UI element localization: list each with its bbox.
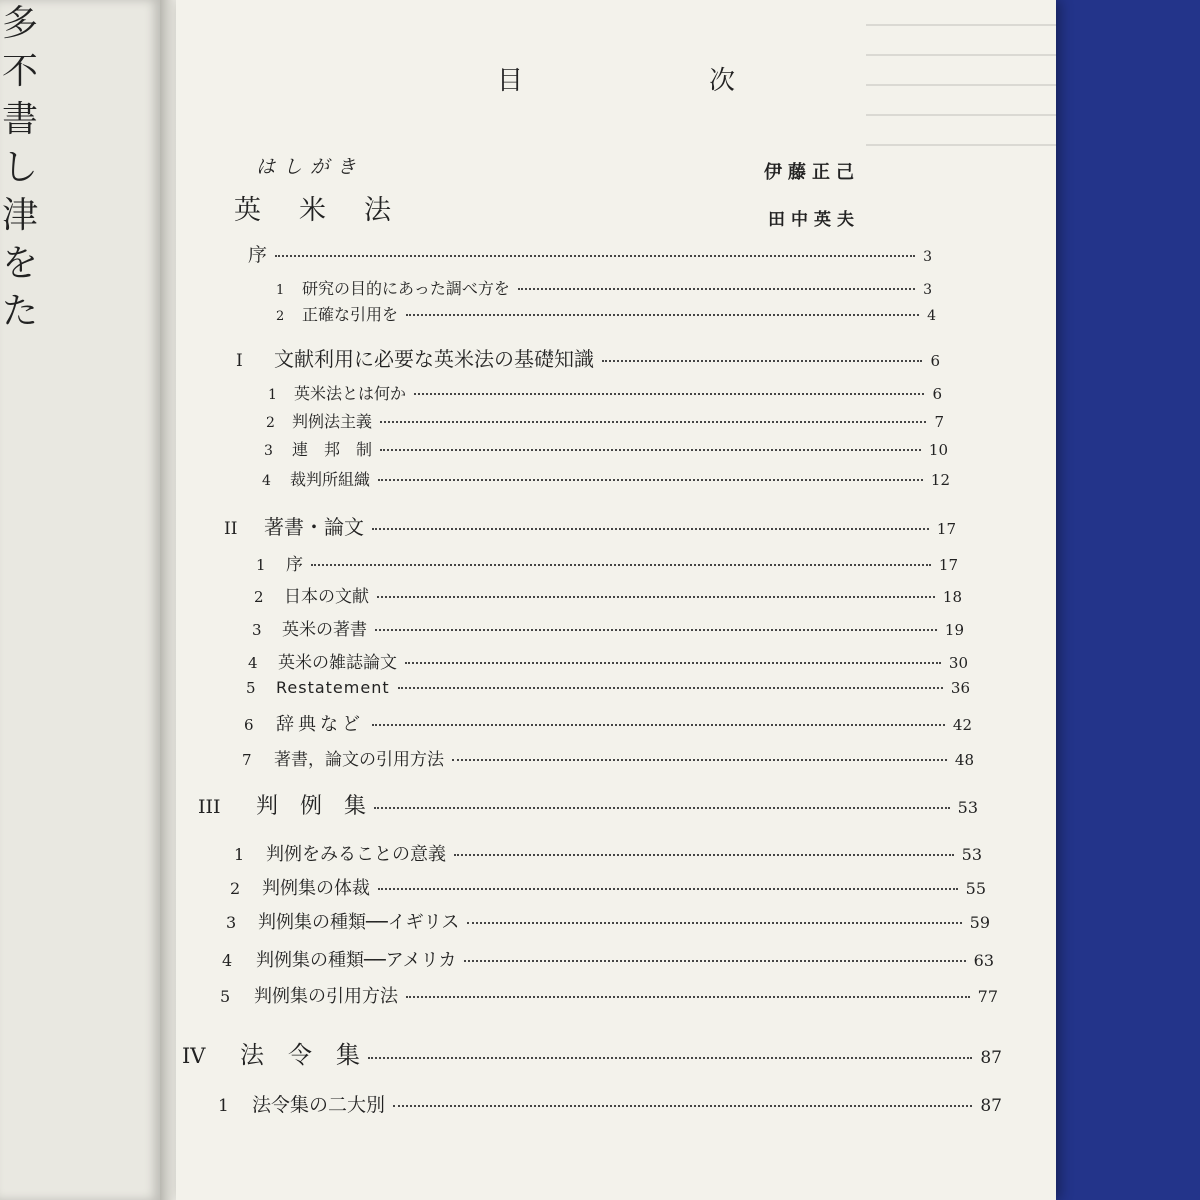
toc-entry xyxy=(220,982,998,1008)
entry-number: 1 xyxy=(234,845,245,864)
toc-entry xyxy=(234,840,982,866)
left-page-char: を xyxy=(2,243,39,284)
toc-entry xyxy=(242,745,974,770)
entry-page: 36 xyxy=(950,679,970,697)
toc-entry xyxy=(198,789,978,820)
entry-page: 3 xyxy=(923,249,932,265)
entry-number: 2 xyxy=(254,588,264,606)
entry-title: 正確な引用を xyxy=(302,305,399,324)
left-page xyxy=(0,0,160,1200)
dot-leader xyxy=(414,393,924,395)
dot-leader xyxy=(380,421,926,423)
entry-title: 判 例 集 xyxy=(256,794,367,819)
dot-leader xyxy=(372,528,929,530)
entry-number: 1 xyxy=(268,387,277,403)
dot-leader xyxy=(405,662,941,664)
toc-entry xyxy=(264,437,948,460)
entry-number: 6 xyxy=(244,716,254,734)
entry-page: 10 xyxy=(928,441,948,459)
entry-title: 英米法とは何か xyxy=(294,384,407,403)
entry-title: 序 xyxy=(286,555,303,575)
dot-leader xyxy=(467,922,961,924)
entry-page: 30 xyxy=(948,654,968,672)
toc-entry xyxy=(262,467,950,490)
dot-leader xyxy=(518,288,915,290)
left-page-char: 多 xyxy=(2,3,39,44)
toc-entry xyxy=(268,381,942,404)
entry-number: I xyxy=(236,351,243,371)
entry-title: 序 xyxy=(248,244,268,266)
entry-number: III xyxy=(198,796,221,818)
entry-number: IV xyxy=(182,1044,206,1068)
entry-title: 裁判所組織 xyxy=(290,470,371,489)
dot-leader xyxy=(375,629,937,631)
dot-leader xyxy=(374,807,950,809)
entry-page: 4 xyxy=(927,308,936,324)
entry-number: 2 xyxy=(230,879,241,898)
entry-title: 著書・論文 xyxy=(264,515,364,539)
entry-page: 7 xyxy=(934,413,944,431)
preface-author: 伊藤正己 xyxy=(764,162,860,183)
dot-leader xyxy=(368,1057,972,1059)
entry-number: 7 xyxy=(242,751,252,769)
toc-entry xyxy=(246,678,970,697)
entry-title: 判例法主義 xyxy=(292,412,373,431)
entry-title: 法 令 集 xyxy=(240,1041,360,1069)
entry-title: 著書，論文の引用方法 xyxy=(274,750,444,770)
entry-page: 87 xyxy=(980,1048,1002,1068)
entry-number: 1 xyxy=(256,556,266,574)
toc-entry xyxy=(276,276,932,299)
entry-title: 判例集の種類──イギリス xyxy=(258,912,460,933)
entry-page: 48 xyxy=(954,751,974,769)
entry-page: 17 xyxy=(936,520,956,538)
entry-number: 4 xyxy=(262,473,271,489)
book-gutter xyxy=(160,0,176,1200)
entry-title: 文献利用に必要な英米法の基礎知識 xyxy=(274,347,594,371)
toc-entry xyxy=(266,409,944,432)
entry-page: 59 xyxy=(969,913,990,932)
entry-number: 1 xyxy=(218,1096,229,1116)
entry-title: 英米の著書 xyxy=(282,620,367,640)
dot-leader xyxy=(406,314,919,316)
entry-number: 1 xyxy=(276,283,285,298)
dot-leader xyxy=(454,854,954,856)
entry-page: 18 xyxy=(942,588,962,606)
entry-number: 5 xyxy=(246,679,256,697)
entry-number: 5 xyxy=(220,987,231,1006)
entry-number: 3 xyxy=(252,621,262,639)
toc-entry xyxy=(224,511,956,540)
left-page-char: 不書 xyxy=(2,51,39,140)
entry-title: 判例集の種類──アメリカ xyxy=(256,950,457,971)
toc-entry xyxy=(254,582,962,607)
left-page-text xyxy=(2,0,39,336)
entry-page: 42 xyxy=(952,716,972,734)
entry-page: 6 xyxy=(930,352,940,370)
part-title: 英米法 xyxy=(234,195,429,226)
entry-title: 辞典など xyxy=(276,714,364,735)
entry-title: Restatement xyxy=(276,678,390,697)
dot-leader xyxy=(377,596,935,598)
entry-title: 判例集の体裁 xyxy=(262,878,370,899)
entry-title: 判例をみることの意義 xyxy=(266,844,446,865)
entry-number: II xyxy=(224,519,238,539)
entry-number: 2 xyxy=(276,309,285,324)
left-page-char: た xyxy=(2,291,39,332)
entry-title: 日本の文献 xyxy=(284,587,369,607)
dot-leader xyxy=(311,564,931,566)
left-page-char: し xyxy=(2,147,39,188)
entry-page: 53 xyxy=(957,798,978,817)
dot-leader xyxy=(452,759,947,761)
dot-leader xyxy=(602,360,922,362)
toc-entry xyxy=(252,615,964,640)
entry-title: 法令集の二大別 xyxy=(252,1094,386,1116)
toc-entry xyxy=(276,302,936,325)
entry-page: 19 xyxy=(944,621,964,639)
entry-title: 連 邦 制 xyxy=(292,440,373,459)
entry-page: 77 xyxy=(977,987,998,1006)
toc-entry xyxy=(230,874,986,900)
dot-leader xyxy=(398,687,943,689)
entry-page: 63 xyxy=(973,951,994,970)
entry-number: 2 xyxy=(266,415,275,431)
entry-number: 4 xyxy=(248,654,258,672)
entry-page: 3 xyxy=(923,282,932,298)
entry-title: 判例集の引用方法 xyxy=(254,986,398,1007)
entry-title: 研究の目的にあった調べ方を xyxy=(302,279,510,298)
part-author: 田中英夫 xyxy=(768,210,860,230)
dot-leader xyxy=(393,1105,972,1107)
entry-number: 3 xyxy=(226,913,237,932)
entry-page: 53 xyxy=(961,845,982,864)
left-page-char: 津 xyxy=(2,195,39,236)
toc-title: 目 次 xyxy=(496,66,815,96)
entry-number: 4 xyxy=(222,951,233,970)
dot-leader xyxy=(406,996,970,998)
dot-leader xyxy=(372,724,945,726)
dot-leader xyxy=(380,449,921,451)
entry-page: 87 xyxy=(980,1096,1002,1116)
entry-page: 12 xyxy=(930,471,950,489)
toc-entry xyxy=(248,648,968,673)
entry-page: 6 xyxy=(932,385,942,403)
toc-entry xyxy=(248,240,932,267)
toc-entry xyxy=(256,550,958,575)
toc-entry xyxy=(226,908,990,934)
dot-leader xyxy=(464,960,965,962)
dot-leader xyxy=(378,479,923,481)
entry-page: 55 xyxy=(965,879,986,898)
toc-entry xyxy=(244,710,972,736)
dot-leader xyxy=(378,888,958,890)
entry-number: 3 xyxy=(264,443,273,459)
toc-entry xyxy=(222,946,994,972)
toc-entry xyxy=(236,343,940,372)
entry-title: 英米の雑誌論文 xyxy=(278,653,397,673)
preface-label: はしがき xyxy=(256,156,365,178)
toc-entry xyxy=(182,1035,1002,1070)
toc-page xyxy=(176,0,1056,1200)
toc-entry xyxy=(218,1090,1002,1117)
entry-page: 17 xyxy=(938,556,958,574)
dot-leader xyxy=(275,255,915,257)
